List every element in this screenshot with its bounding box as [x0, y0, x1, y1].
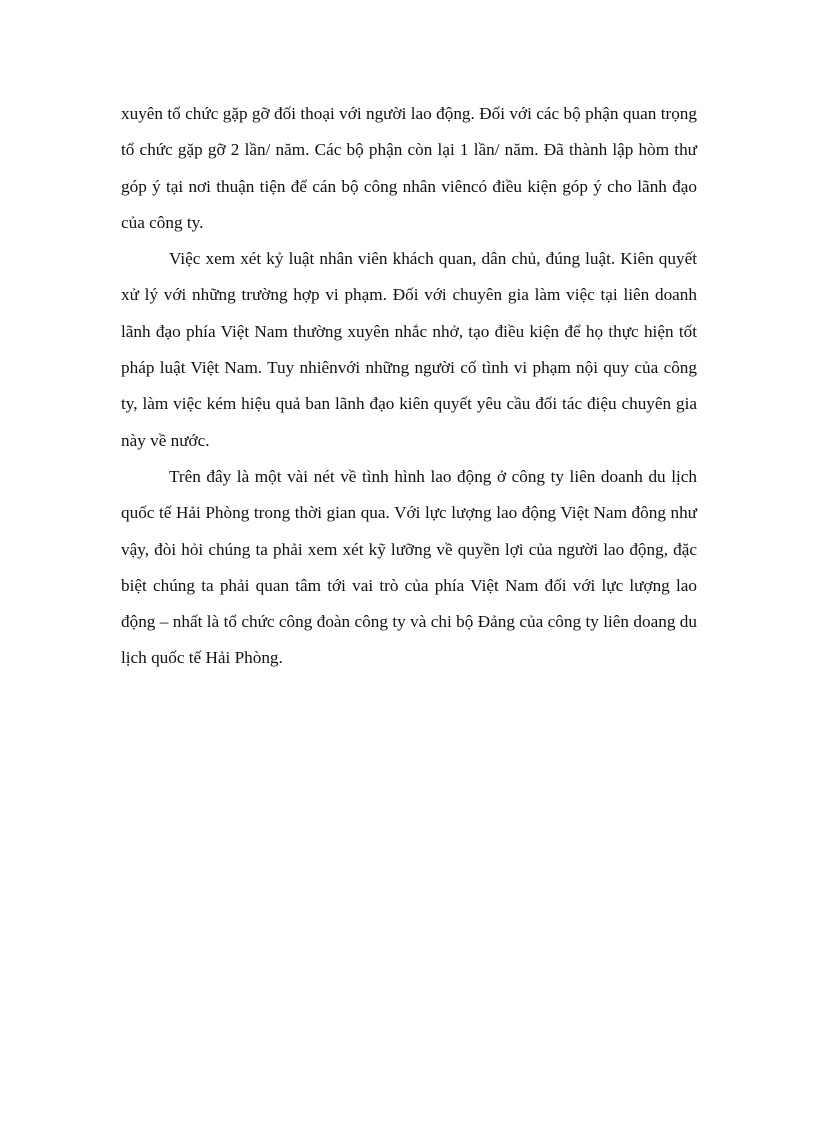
- paragraph-continued: xuyên tổ chức gặp gỡ đối thoại với người lao động. Đối với các bộ phận quan trọng tổ chức gặp gỡ 2 lần/ năm. Các bộ phận còn lại 1 lần/ năm. Đã thành lập hòm thư góp ý tại nơi thuận tiện để cán bộ công nhân viêncó điều kiện góp ý cho lãnh đạo của công ty.: [121, 104, 697, 232]
- paragraph-discipline: Việc xem xét kỷ luật nhân viên khách quan, dân chủ, đúng luật. Kiên quyết xử lý với những trường hợp vi phạm. Đối với chuyên gia làm việc tại liên doanh lãnh đạo phía Việt Nam thường xuyên nhắc nhở, tạo điều kiện để họ thực hiện tốt pháp luật Việt Nam. Tuy nhiênvới những người cố tình vi phạm nội quy của công ty, làm việc kém hiệu quả ban lãnh đạo kiên quyết yêu cầu đối tác điệu chuyên gia này về nước.: [121, 249, 697, 450]
- paragraph-summary: Trên đây là một vài nét về tình hình lao động ở công ty liên doanh du lịch quốc tế Hải Phòng trong thời gian qua. Với lực lượng lao động Việt Nam đông như vậy, đòi hỏi chúng ta phải xem xét kỹ lưỡng về quyền lợi của người lao động, đặc biệt chúng ta phải quan tâm tới vai trò của phía Việt Nam đối với lực lượng lao động – nhất là tổ chức công đoàn công ty và chi bộ Đảng của công ty liên doang du lịch quốc tế Hải Phòng.: [121, 466, 697, 668]
- body-text: [121, 96, 697, 677]
